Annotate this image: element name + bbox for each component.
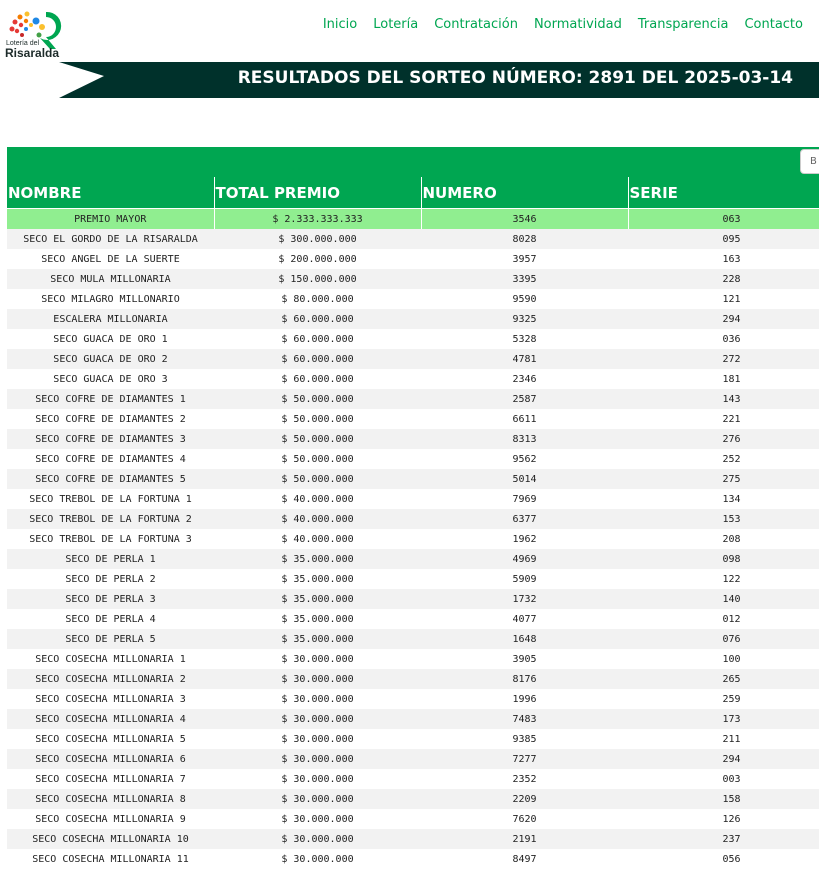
cell-numero: 8313: [421, 429, 628, 449]
nav-contratacion[interactable]: Contratación: [434, 17, 518, 32]
cell-numero: 1996: [512, 693, 537, 705]
cell-nombre: SECO DE PERLA 5: [7, 629, 214, 649]
cell-total-premio: $ 30.000.000: [281, 773, 354, 785]
table-row: [7, 349, 819, 369]
cell-serie: 126: [722, 813, 741, 825]
cell-total-premio: $ 30.000.000: [214, 829, 421, 849]
cell-serie: 140: [628, 589, 819, 609]
cell-serie: 153: [628, 509, 819, 529]
cell-total-premio: $ 30.000.000: [214, 709, 421, 729]
cell-total-premio: $ 35.000.000: [281, 613, 354, 625]
cell-nombre: SECO ANGEL DE LA SUERTE: [41, 253, 180, 265]
cell-nombre: SECO DE PERLA 2: [65, 573, 156, 585]
table-row: [7, 829, 819, 849]
cell-serie: 076: [628, 629, 819, 649]
nav-transparencia[interactable]: Transparencia: [637, 17, 729, 32]
cell-numero: 3905: [512, 653, 537, 665]
table-row: [7, 629, 819, 649]
cell-serie: 208: [722, 533, 741, 545]
nav-loteria[interactable]: Lotería: [373, 17, 419, 32]
cell-nombre: SECO COSECHA MILLONARIA 4: [7, 709, 214, 729]
cell-serie: 252: [722, 453, 741, 465]
cell-numero: 9325: [421, 309, 628, 329]
cell-total-premio: $ 50.000.000: [214, 389, 421, 409]
cell-total-premio: $ 30.000.000: [281, 733, 354, 745]
cell-nombre: SECO DE PERLA 4: [65, 613, 156, 625]
cell-numero: 2352: [512, 773, 537, 785]
cell-total-premio: $ 60.000.000: [214, 309, 421, 329]
cell-nombre: SECO COFRE DE DIAMANTES 5: [7, 469, 214, 489]
cell-total-premio: $ 300.000.000: [214, 229, 421, 249]
table-row: [7, 249, 819, 269]
table-row-highlight: [7, 209, 819, 230]
table-row: [7, 549, 819, 569]
cell-numero: 5909: [512, 573, 537, 585]
cell-numero: 3546: [421, 209, 628, 230]
col-header-serie[interactable]: SERIE: [628, 177, 819, 209]
cell-total-premio: $ 2.333.333.333: [214, 209, 421, 230]
cell-numero: 9562: [512, 453, 537, 465]
cell-total-premio: $ 50.000.000: [214, 429, 421, 449]
cell-serie: 100: [722, 653, 741, 665]
cell-total-premio: $ 30.000.000: [214, 789, 421, 809]
cell-serie: 063: [628, 209, 819, 230]
table-row: [7, 229, 819, 249]
cell-nombre: ESCALERA MILLONARIA: [7, 309, 214, 329]
cell-nombre: SECO DE PERLA 3: [7, 589, 214, 609]
cell-nombre: SECO MULA MILLONARIA: [7, 269, 214, 289]
cell-numero: 5328: [512, 333, 537, 345]
cell-nombre: PREMIO MAYOR: [7, 209, 214, 230]
cell-numero: 7969: [512, 493, 537, 505]
cell-numero: 6611: [512, 413, 537, 425]
table-row: [7, 609, 819, 629]
cell-total-premio: $ 50.000.000: [214, 469, 421, 489]
cell-serie: 237: [628, 829, 819, 849]
search-input[interactable]: B: [800, 149, 819, 174]
table-header-row: [7, 177, 819, 209]
cell-numero: 8176: [421, 669, 628, 689]
cell-serie: 275: [628, 469, 819, 489]
table-row: [7, 369, 819, 389]
cell-total-premio: $ 40.000.000: [281, 493, 354, 505]
results-banner: [59, 62, 819, 98]
cell-serie: 095: [628, 229, 819, 249]
cell-serie: 276: [628, 429, 819, 449]
cell-total-premio: $ 30.000.000: [214, 669, 421, 689]
cell-numero: 6377: [421, 509, 628, 529]
cell-nombre: SECO GUACA DE ORO 2: [7, 349, 214, 369]
cell-total-premio: $ 35.000.000: [214, 629, 421, 649]
cell-numero: 7620: [512, 813, 537, 825]
cell-nombre: SECO COFRE DE DIAMANTES 2: [35, 413, 186, 425]
col-header-numero[interactable]: NUMERO: [421, 177, 628, 209]
table-toolbar: [7, 147, 819, 177]
table-row: [7, 589, 819, 609]
cell-total-premio: $ 200.000.000: [278, 253, 357, 265]
cell-serie: 294: [628, 309, 819, 329]
cell-nombre: SECO COSECHA MILLONARIA 3: [35, 693, 186, 705]
table-row: [7, 689, 819, 709]
cell-total-premio: $ 35.000.000: [214, 549, 421, 569]
cell-serie: 143: [628, 389, 819, 409]
cell-serie: 012: [722, 613, 741, 625]
cell-total-premio: $ 60.000.000: [214, 349, 421, 369]
table-row: [7, 809, 819, 829]
cell-numero: 4969: [421, 549, 628, 569]
cell-nombre: SECO TREBOL DE LA FORTUNA 3: [29, 533, 192, 545]
cell-numero: 8028: [421, 229, 628, 249]
cell-serie: 211: [722, 733, 741, 745]
cell-serie: 134: [722, 493, 741, 505]
cell-serie: 036: [722, 333, 741, 345]
cell-numero: 4077: [512, 613, 537, 625]
cell-numero: 9590: [512, 293, 537, 305]
cell-nombre: SECO COSECHA MILLONARIA 5: [35, 733, 186, 745]
cell-total-premio: $ 60.000.000: [281, 333, 354, 345]
cell-numero: 5014: [421, 469, 628, 489]
table-row: [7, 269, 819, 289]
cell-serie: 221: [722, 413, 741, 425]
logo-text-line1: Lotería del: [6, 40, 40, 47]
nav-contacto[interactable]: Contacto: [744, 17, 803, 32]
cell-nombre: SECO EL GORDO DE LA RISARALDA: [7, 229, 214, 249]
table-row: [7, 389, 819, 409]
cell-serie: 259: [722, 693, 741, 705]
col-header-total-premio[interactable]: TOTAL PREMIO: [214, 177, 421, 209]
cell-total-premio: $ 50.000.000: [281, 413, 354, 425]
cell-total-premio: $ 30.000.000: [214, 749, 421, 769]
cell-nombre: SECO COSECHA MILLONARIA 8: [7, 789, 214, 809]
table-row: [7, 309, 819, 329]
cell-numero: 7277: [421, 749, 628, 769]
site-header: [0, 0, 819, 60]
cell-numero: 2209: [421, 789, 628, 809]
cell-serie: 294: [628, 749, 819, 769]
cell-total-premio: $ 30.000.000: [281, 693, 354, 705]
cell-nombre: SECO COSECHA MILLONARIA 10: [7, 829, 214, 849]
table-row: [7, 429, 819, 449]
table-row: [7, 709, 819, 729]
col-header-nombre[interactable]: NOMBRE: [7, 177, 214, 209]
table-row: [7, 749, 819, 769]
cell-numero: 2346: [512, 373, 537, 385]
cell-total-premio: $ 30.000.000: [281, 653, 354, 665]
nav-inicio[interactable]: Inicio: [322, 17, 358, 32]
table-row: [7, 409, 819, 429]
cell-total-premio: $ 30.000.000: [281, 813, 354, 825]
table-row: [7, 289, 819, 309]
cell-numero: 9385: [512, 733, 537, 745]
cell-numero: 4781: [421, 349, 628, 369]
cell-total-premio: $ 30.000.000: [281, 853, 354, 865]
cell-numero: 3957: [512, 253, 537, 265]
cell-numero: 7483: [421, 709, 628, 729]
cell-numero: 2587: [421, 389, 628, 409]
cell-nombre: SECO GUACA DE ORO 3: [53, 373, 168, 385]
cell-serie: 098: [628, 549, 819, 569]
main-nav: [323, 17, 803, 32]
cell-serie: 158: [628, 789, 819, 809]
table-row: [7, 509, 819, 529]
table-row: [7, 769, 819, 789]
cell-nombre: SECO TREBOL DE LA FORTUNA 1: [29, 493, 192, 505]
cell-nombre: SECO COSECHA MILLONARIA 1: [35, 653, 186, 665]
nav-normatividad[interactable]: Normatividad: [533, 17, 622, 32]
cell-total-premio: $ 150.000.000: [214, 269, 421, 289]
cell-serie: 056: [722, 853, 741, 865]
cell-nombre: SECO GUACA DE ORO 1: [53, 333, 168, 345]
table-row: [7, 469, 819, 489]
cell-numero: 1648: [421, 629, 628, 649]
cell-nombre: SECO COSECHA MILLONARIA 6: [7, 749, 214, 769]
cell-serie: 121: [722, 293, 741, 305]
cell-serie: 003: [722, 773, 741, 785]
table-row: [7, 329, 819, 349]
cell-serie: 173: [628, 709, 819, 729]
cell-nombre: SECO COFRE DE DIAMANTES 3: [7, 429, 214, 449]
table-row: [7, 729, 819, 749]
table-body: [7, 209, 819, 870]
cell-total-premio: $ 35.000.000: [214, 589, 421, 609]
cell-serie: 272: [628, 349, 819, 369]
cell-total-premio: $ 60.000.000: [281, 373, 354, 385]
cell-numero: 3395: [421, 269, 628, 289]
cell-nombre: SECO TREBOL DE LA FORTUNA 2: [7, 509, 214, 529]
table-row: [7, 529, 819, 549]
cell-numero: 2191: [421, 829, 628, 849]
table-row: [7, 649, 819, 669]
table-row: [7, 449, 819, 469]
cell-serie: 181: [722, 373, 741, 385]
table-row: [7, 669, 819, 689]
cell-nombre: SECO DE PERLA 1: [7, 549, 214, 569]
cell-nombre: SECO COSECHA MILLONARIA 7: [35, 773, 186, 785]
cell-serie: 122: [722, 573, 741, 585]
cell-serie: 163: [722, 253, 741, 265]
table-row: [7, 849, 819, 869]
table-row: [7, 789, 819, 809]
cell-nombre: SECO COFRE DE DIAMANTES 1: [7, 389, 214, 409]
logo-text-line2: Risaralda: [5, 46, 60, 60]
table-row: [7, 489, 819, 509]
cell-nombre: SECO COFRE DE DIAMANTES 4: [35, 453, 186, 465]
cell-nombre: SECO COSECHA MILLONARIA 9: [35, 813, 186, 825]
cell-numero: 1962: [512, 533, 537, 545]
cell-total-premio: $ 50.000.000: [281, 453, 354, 465]
cell-total-premio: $ 40.000.000: [214, 509, 421, 529]
banner-title: RESULTADOS DEL SORTEO NÚMERO: 2891 DEL 2025-03-14: [237, 68, 793, 88]
results-table: [7, 177, 819, 869]
cell-total-premio: $ 35.000.000: [281, 573, 354, 585]
table-row: [7, 569, 819, 589]
cell-nombre: SECO MILAGRO MILLONARIO: [41, 293, 180, 305]
cell-numero: 8497: [512, 853, 537, 865]
cell-nombre: SECO COSECHA MILLONARIA 2: [7, 669, 214, 689]
cell-serie: 265: [628, 669, 819, 689]
cell-total-premio: $ 40.000.000: [281, 533, 354, 545]
cell-numero: 1732: [421, 589, 628, 609]
cell-serie: 228: [628, 269, 819, 289]
cell-nombre: SECO COSECHA MILLONARIA 11: [32, 853, 189, 865]
cell-total-premio: $ 80.000.000: [281, 293, 354, 305]
